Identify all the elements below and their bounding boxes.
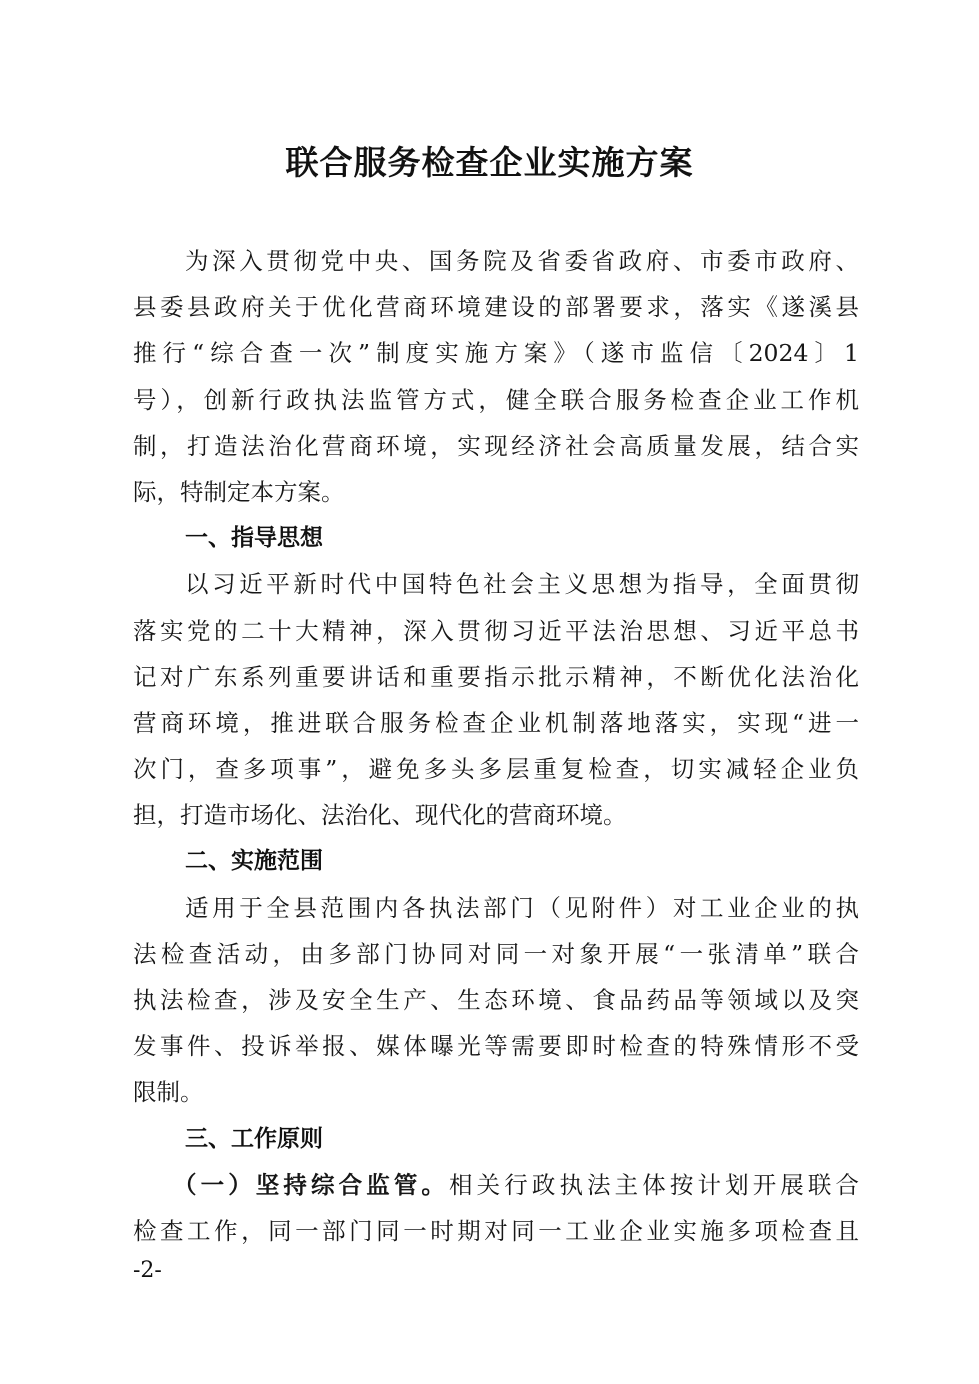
section-line: 记对广东系列重要讲话和重要指示批示精神，不断优化法治化 bbox=[133, 662, 859, 691]
section-line: 执法检查，涉及安全生产、生态环境、食品药品等领域以及突 bbox=[133, 986, 859, 1014]
intro-line: 县委县政府关于优化营商环境建设的部署要求，落实《遂溪县 bbox=[133, 293, 859, 322]
section-line: 适用于全县范围内各执法部门（见附件）对工业企业的执 bbox=[185, 893, 859, 922]
section-line: 次门，查多项事”，避免多头多层重复检查，切实减轻企业负 bbox=[133, 755, 859, 784]
section-line: 检查工作，同一部门同一时期对同一工业企业实施多项检查且 bbox=[133, 1216, 859, 1245]
section-line: 落实党的二十大精神，深入贯彻习近平法治思想、习近平总书 bbox=[133, 616, 859, 645]
subsection-text: 相关行政执法主体按计划开展联合 bbox=[449, 1170, 860, 1199]
section-line: 营商环境，推进联合服务检查企业机制落地落实，实现“进一 bbox=[133, 708, 859, 737]
section-line: 限制。 bbox=[133, 1078, 204, 1107]
section-heading-guiding-ideology: 一、指导思想 bbox=[185, 525, 323, 552]
section-line: 发事件、投诉举报、媒体曝光等需要即时检查的特殊情形不受 bbox=[133, 1032, 859, 1061]
section-heading-principles: 三、工作原则 bbox=[185, 1125, 323, 1152]
page-number: -2- bbox=[133, 1258, 162, 1283]
intro-line: 为深入贯彻党中央、国务院及省委省政府、市委市政府、 bbox=[185, 247, 859, 275]
section-line: 以习近平新时代中国特色社会主义思想为指导，全面贯彻 bbox=[185, 570, 859, 599]
document-body bbox=[133, 238, 859, 1254]
intro-line: 号），创新行政执法监管方式，健全联合服务检查企业工作机 bbox=[133, 385, 859, 414]
section-line: 担，打造市场化、法治化、现代化的营商环境。 bbox=[133, 801, 627, 830]
intro-line: 推行“综合查一次”制度实施方案》（遂市监信〔2024〕1 bbox=[133, 339, 859, 368]
section-line: 法检查活动，由多部门协同对同一对象开展“一张清单”联合 bbox=[133, 939, 859, 968]
document-title: 联合服务检查企业实施方案 bbox=[285, 143, 694, 182]
section-heading-scope: 二、实施范围 bbox=[185, 848, 323, 875]
subsection-lead: （一）坚持综合监管。 bbox=[173, 1170, 450, 1199]
intro-line: 制，打造法治化营商环境，实现经济社会高质量发展，结合实 bbox=[133, 431, 859, 460]
intro-line: 际，特制定本方案。 bbox=[133, 477, 345, 506]
subsection-first-line bbox=[133, 1162, 859, 1208]
